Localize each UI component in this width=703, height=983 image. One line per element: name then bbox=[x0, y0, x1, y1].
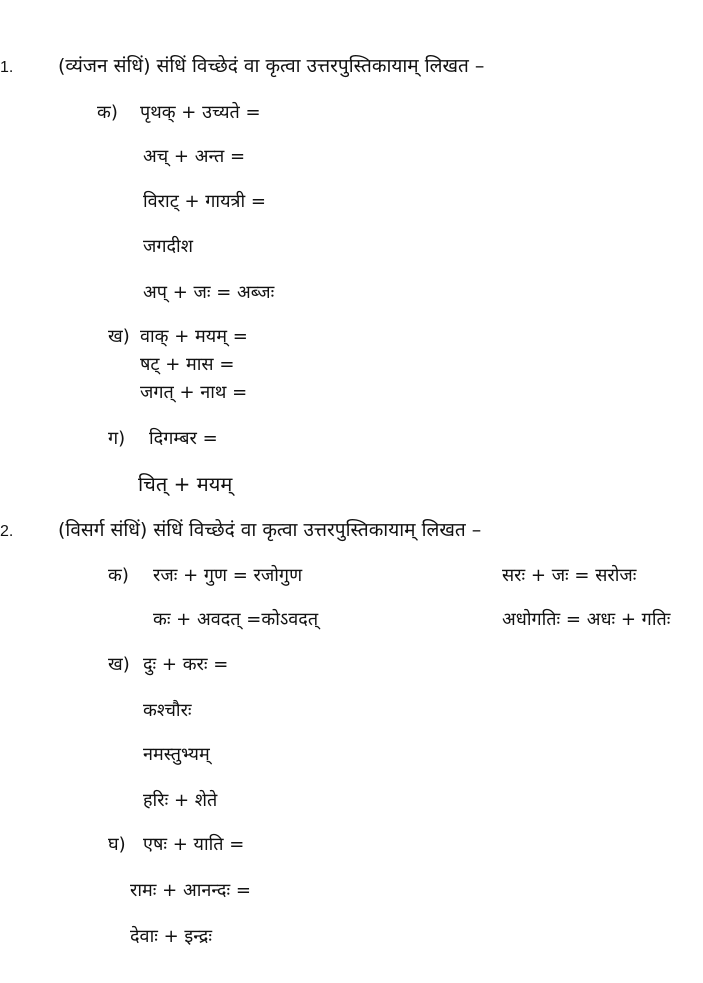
q2-kha-line-2: कश्चौरः bbox=[143, 700, 192, 721]
q2-ka-label: क) bbox=[108, 565, 129, 586]
q1-kha-line-1: वाक् + मयम् = bbox=[140, 326, 248, 347]
q1-ka-line-3: विराट् + गायत्री = bbox=[143, 191, 266, 212]
q1-ka-line-4: जगदीश bbox=[143, 236, 193, 257]
q1-ka-line-1: पृथक् + उच्यते = bbox=[140, 102, 261, 123]
q2-kha-line-3: नमस्तुभ्यम् bbox=[143, 744, 210, 765]
q1-kha-label: ख) bbox=[108, 326, 130, 347]
q2-ka-right-2: अधोगतिः = अधः + गतिः bbox=[502, 609, 671, 630]
q2-ka-left-1: रजः + गुण = रजोगुण bbox=[153, 565, 303, 586]
q2-kha-line-4: हरिः + शेते bbox=[143, 790, 218, 811]
q1-ka-line-2: अच् + अन्त = bbox=[143, 146, 246, 167]
q2-ka-right-1: सरः + जः = सरोजः bbox=[502, 565, 637, 586]
q1-ka-label: क) bbox=[97, 102, 118, 123]
q2-gha-line-3: देवाः + इन्द्रः bbox=[130, 926, 212, 947]
q2-ka-left-2: कः + अवदत् =कोऽवदत् bbox=[153, 609, 319, 630]
q2-heading: (विसर्ग संधिं) संधिं विच्छेदं वा कृत्वा उत्तरपुस्तिकायाम् लिखत – bbox=[58, 519, 482, 541]
q1-kha-line-2: षट् + मास = bbox=[140, 354, 235, 375]
q1-heading: (व्यंजन संधिं) संधिं विच्छेदं वा कृत्वा उत्तरपुस्तिकायाम् लिखत – bbox=[58, 55, 485, 77]
q1-ka-line-5: अप् + जः = अब्जः bbox=[143, 282, 275, 303]
q1-kha-line-3: जगत् + नाथ = bbox=[140, 382, 248, 403]
q2-number: 2. bbox=[0, 523, 14, 540]
q2-gha-line-1: एषः + याति = bbox=[143, 834, 245, 855]
q2-kha-line-1: दुः + करः = bbox=[143, 654, 229, 675]
q2-kha-label: ख) bbox=[108, 654, 130, 675]
q2-gha-label: घ) bbox=[108, 834, 126, 855]
q1-ga-line-1: दिगम्बर = bbox=[149, 428, 218, 449]
q1-ga-label: ग) bbox=[108, 428, 126, 449]
q1-number: 1. bbox=[0, 59, 14, 76]
q1-ga-line-2: चित् + मयम् bbox=[138, 472, 233, 496]
q2-gha-line-2: रामः + आनन्दः = bbox=[130, 880, 251, 901]
